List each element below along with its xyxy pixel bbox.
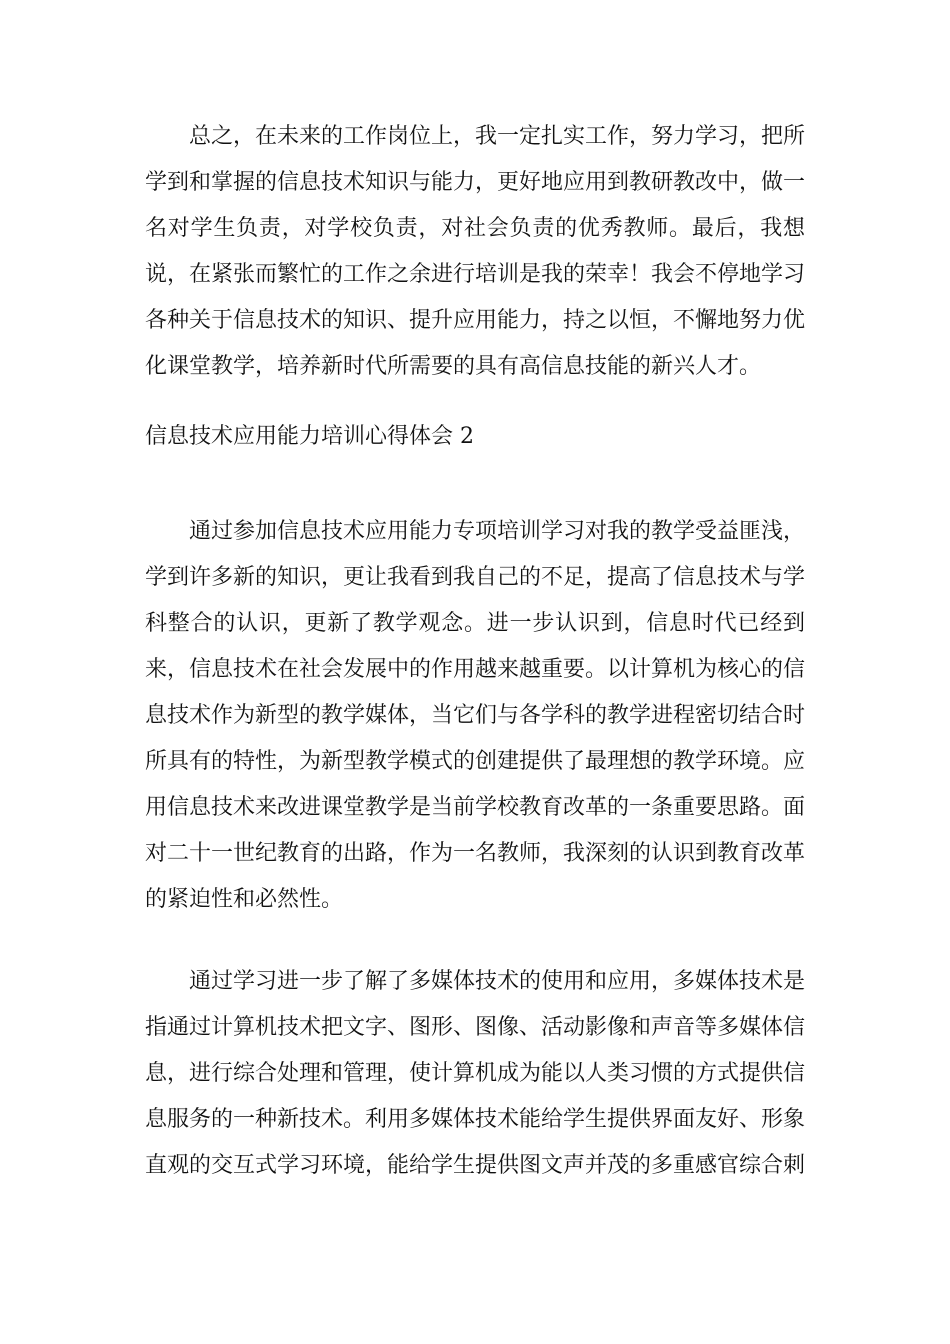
paragraph-multimedia: 通过学习进一步了解了多媒体技术的使用和应用，多媒体技术是指通过计算机技术把文字、图形、图像、活动影像和声音等多媒体信息，进行综合处理和管理，使计算机成为能以人类习惯的方式提供信息服务的一种新技术。利用多媒体技术能给学生提供界面友好、形象直观的交互式学习环境，能给学生提供图文声并茂的多重感官综合刺 xyxy=(145,969,806,1178)
paragraph-training-benefits: 通过参加信息技术应用能力专项培训学习对我的教学受益匪浅，学到许多新的知识，更让我看到我自己的不足，提高了信息技术与学科整合的认识，更新了教学观念。进一步认识到，信息时代已经到来，信息技术在社会发展中的作用越来越重要。以计算机为核心的信息技术作为新型的教学媒体，当它们与各学科的教学进程密切结合时所具有的特性，为新型教学模式的创建提供了最理想的教学环境。应用信息技术来改进课堂教学是当前学校教育改革的一条重要思路。面对二十一世纪教育的出路，作为一名教师，我深刻的认识到教育改革的紧迫性和必然性。 xyxy=(145,519,806,912)
section-title: 信息技术应用能力培训心得体会 2 xyxy=(145,424,474,449)
paragraph-conclusion: 总之，在未来的工作岗位上，我一定扎实工作，努力学习，把所学到和掌握的信息技术知识与能力，更好地应用到教研教改中，做一名对学生负责，对学校负责，对社会负责的优秀教师。最后，我想说，在紧张而繁忙的工作之余进行培训是我的荣幸！我会不停地学习各种关于信息技术的知识、提升应用能力，持之以恒，不懈地努力优化课堂教学，培养新时代所需要的具有高信息技能的新兴人才。 xyxy=(145,124,806,379)
